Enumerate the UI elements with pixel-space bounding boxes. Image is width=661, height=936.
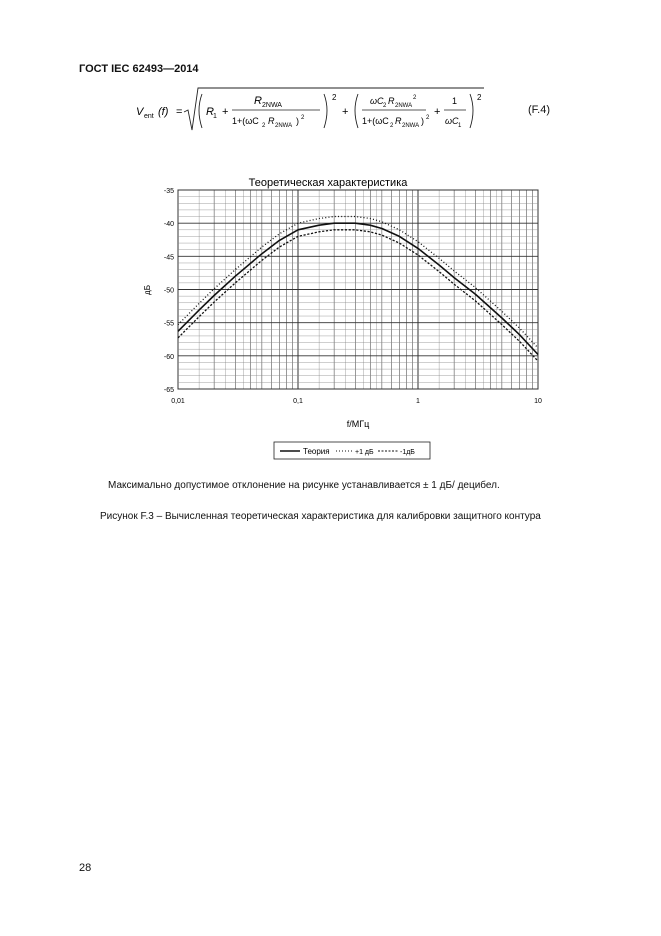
formula-den3-sub: 1	[458, 123, 462, 129]
formula-den2-rsub: 2NWA	[402, 123, 420, 129]
formula-den1-sub: 2	[262, 123, 266, 129]
formula-den3: ωC	[445, 116, 459, 126]
formula-eq: =	[176, 106, 183, 118]
series-line-minus-1db	[178, 230, 538, 361]
y-tick-label: -60	[163, 353, 174, 361]
legend-label-minus: -1дБ	[400, 449, 415, 456]
formula-num2-wc: ωC	[370, 96, 384, 106]
y-tick-label: -50	[163, 287, 174, 295]
formula-den2-sq: 2	[426, 115, 430, 121]
equation-number: (F.4)	[528, 104, 550, 116]
y-tick-label: -35	[163, 188, 174, 195]
formula-lhs-v: V	[136, 106, 144, 118]
formula-sq1: 2	[332, 93, 337, 102]
formula-num2-sq: 2	[413, 95, 417, 101]
formula-paren-r1	[324, 94, 327, 128]
formula-lhs-arg: (f)	[158, 106, 169, 118]
formula-den1-sq: 2	[301, 115, 305, 121]
formula-den2: 1+(ωC	[362, 116, 389, 126]
formula-num2-rsub: 2NWA	[395, 103, 413, 109]
x-tick-label: 1	[416, 398, 420, 405]
chart	[140, 172, 560, 462]
formula-r1: R	[206, 106, 214, 118]
formula-f4	[132, 84, 492, 134]
document-header: ГОСТ IEC 62493—2014	[79, 63, 199, 75]
formula-num1-sub: 2NWA	[262, 102, 282, 109]
formula-den1-close: )	[296, 116, 299, 126]
formula-paren-l2	[355, 94, 358, 128]
formula-sq2: 2	[477, 93, 482, 102]
formula-num2-sub: 2	[383, 103, 387, 109]
formula-den2-sub: 2	[390, 123, 394, 129]
legend-label-theory: Теория	[303, 447, 330, 456]
formula-lhs-sub: ent	[144, 113, 154, 120]
formula-paren-r2	[470, 94, 473, 128]
formula-num2-r: R	[388, 96, 395, 106]
x-tick-label: 0,1	[293, 398, 303, 405]
deviation-note: Максимально допустимое отклонение на рисунке устанавливается ± 1 дБ/ децибел.	[108, 480, 500, 491]
legend-label-plus: +1 дБ	[355, 449, 374, 456]
formula-paren-l1	[199, 94, 202, 128]
y-axis-label: дБ	[143, 285, 152, 295]
x-tick-label: 10	[534, 398, 542, 405]
chart-title: Теоретическая характеристика	[248, 177, 408, 189]
formula-den1-r: R	[268, 116, 275, 126]
formula-r1-sub: 1	[213, 113, 217, 120]
y-tick-label: -45	[163, 254, 174, 262]
series-line-plus-1db	[178, 217, 538, 348]
formula-plus3: +	[434, 106, 441, 118]
formula-den1-rsub: 2NWA	[275, 123, 293, 129]
y-tick-label: -40	[163, 221, 174, 229]
legend	[274, 442, 430, 459]
y-tick-label: -55	[163, 320, 174, 328]
formula-den2-r: R	[395, 116, 402, 126]
figure-caption: Рисунок F.3 – Вычисленная теоретическая характеристика для калибровки защитного контура	[100, 511, 541, 522]
x-tick-label: 0,01	[171, 398, 185, 405]
formula-plus1: +	[222, 106, 229, 118]
formula-den1: 1+(ωC	[232, 116, 259, 126]
x-axis-label: f/МГц	[346, 419, 370, 429]
formula-plus2: +	[342, 106, 349, 118]
formula-den2-close: )	[421, 116, 424, 126]
formula-num1-r: R	[254, 95, 262, 107]
formula-num3: 1	[452, 96, 458, 106]
page-number: 28	[79, 862, 92, 874]
y-tick-label: -65	[163, 387, 174, 394]
